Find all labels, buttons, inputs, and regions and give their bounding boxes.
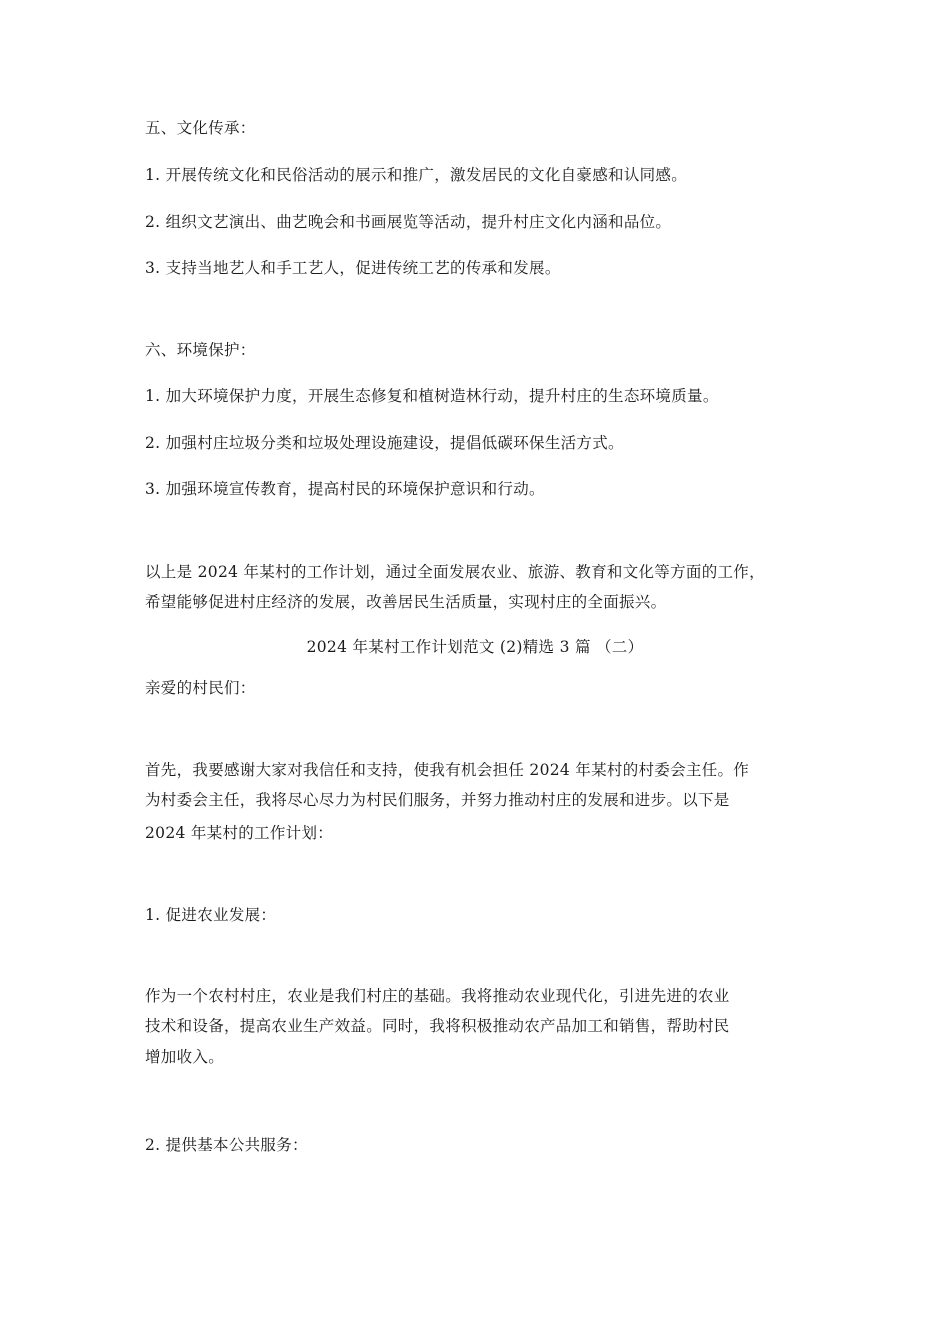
list-item: 2. 组织文艺演出、曲艺晚会和书画展览等活动，提升村庄文化内涵和品位。 (145, 213, 672, 231)
section-heading-culture: 五、文化传承： (145, 119, 256, 137)
list-item: 2. 加强村庄垃圾分类和垃圾处理设施建设，提倡低碳环保生活方式。 (145, 434, 624, 452)
intro-line: 为村委会主任，我将尽心尽力为村民们服务，并努力推动村庄的发展和进步。以下是 (145, 791, 730, 809)
list-item: 3. 支持当地艺人和手工艺人，促进传统工艺的传承和发展。 (145, 259, 561, 277)
conclusion-line: 希望能够促进村庄经济的发展，改善居民生活质量，实现村庄的全面振兴。 (145, 593, 667, 611)
point-heading-public-services: 2. 提供基本公共服务： (145, 1136, 308, 1154)
article-title: 2024 年某村工作计划范文 (2)精选 3 篇 （二） (306, 638, 644, 656)
salutation: 亲爱的村民们： (145, 679, 256, 697)
conclusion-line: 以上是 2024 年某村的工作计划，通过全面发展农业、旅游、教育和文化等方面的工作， (145, 563, 765, 581)
point-heading-agriculture: 1. 促进农业发展： (145, 906, 277, 924)
paragraph-line: 增加收入。 (145, 1048, 225, 1066)
list-item: 1. 加大环境保护力度，开展生态修复和植树造林行动，提升村庄的生态环境质量。 (145, 387, 719, 405)
intro-line: 首先，我要感谢大家对我信任和支持，使我有机会担任 2024 年某村的村委会主任。作 (145, 761, 750, 779)
paragraph-line: 技术和设备，提高农业生产效益。同时，我将积极推动农产品加工和销售，帮助村民 (145, 1017, 730, 1035)
list-item: 1. 开展传统文化和民俗活动的展示和推广，激发居民的文化自豪感和认同感。 (145, 166, 688, 184)
intro-line: 2024 年某村的工作计划： (145, 824, 334, 842)
list-item: 3. 加强环境宣传教育，提高村民的环境保护意识和行动。 (145, 480, 545, 498)
section-heading-environment: 六、环境保护： (145, 341, 256, 359)
paragraph-line: 作为一个农村村庄，农业是我们村庄的基础。我将推动农业现代化，引进先进的农业 (145, 987, 730, 1005)
